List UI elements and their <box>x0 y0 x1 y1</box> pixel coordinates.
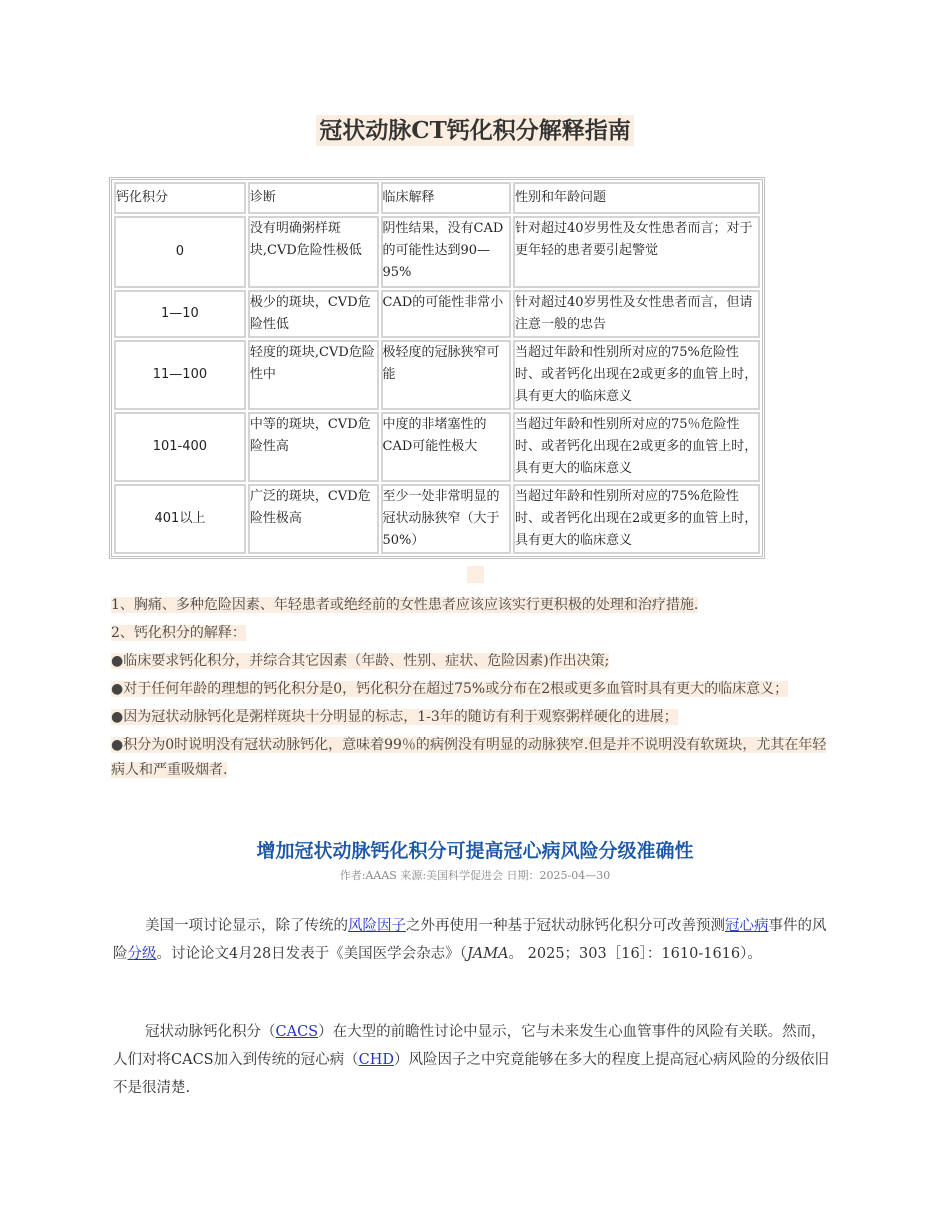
cell-diagnosis: 广泛的斑块，CVD危险性极高 <box>248 484 379 554</box>
header-score: 钙化积分 <box>114 182 246 214</box>
cell-diagnosis: 轻度的斑块,CVD危险性中 <box>248 340 379 410</box>
table-row <box>114 216 760 288</box>
header-gender-age: 性别和年龄问题 <box>513 182 760 214</box>
note-item <box>111 733 836 783</box>
cell-score: 1—10 <box>114 290 246 338</box>
table-row <box>114 412 760 482</box>
cell-score: 0 <box>114 216 246 288</box>
header-diagnosis: 诊断 <box>248 182 379 214</box>
cell-clinical: 极轻度的冠脉狭窄可能 <box>381 340 511 410</box>
article-paragraph-2 <box>113 1018 833 1102</box>
note-text: 1、胸痛、多种危险因素、年轻患者或绝经前的女性患者应该应该实行更积极的处理和治疗措施. <box>111 597 699 613</box>
table-row <box>114 484 760 554</box>
cell-clinical: CAD的可能性非常小 <box>381 290 511 338</box>
cell-gender-age: 当超过年龄和性别所对应的75%危险性时、或者钙化出现在2或更多的血管上时，具有更大的临床意义 <box>513 484 760 554</box>
cell-clinical: 至少一处非常明显的冠状动脉狭窄（大于50%） <box>381 484 511 554</box>
cell-diagnosis: 中等的斑块，CVD危险性高 <box>248 412 379 482</box>
text-run: 事件的风险 <box>113 918 827 962</box>
text-run: 美国一项讨论显示，除了传统的 <box>145 918 348 934</box>
note-text: ●临床要求钙化积分，并综合其它因素（年龄、性别、症状、危险因素)作出决策; <box>111 653 610 669</box>
article-paragraph-1 <box>113 912 833 968</box>
note-item <box>111 705 836 730</box>
cell-score: 11—100 <box>114 340 246 410</box>
calcium-score-table <box>109 177 765 559</box>
placeholder-box <box>467 566 484 583</box>
note-item <box>111 593 836 618</box>
page-title <box>0 112 950 145</box>
cell-gender-age: 针对超过40岁男性及女性患者而言，但请注意一般的忠告 <box>513 290 760 338</box>
note-item <box>111 649 836 674</box>
page-title-text: 冠状动脉CT钙化积分解释指南 <box>316 115 633 146</box>
link-grading[interactable]: 分级 <box>127 946 157 962</box>
cell-score: 401以上 <box>114 484 246 554</box>
cell-clinical: 阴性结果，没有CAD的可能性达到90—95% <box>381 216 511 288</box>
link-chd[interactable]: 冠心病 <box>725 918 769 934</box>
header-clinical: 临床解释 <box>381 182 511 214</box>
article-title: 增加冠状动脉钙化积分可提高冠心病风险分级准确性 <box>256 840 694 862</box>
note-item <box>111 677 836 702</box>
table-header-row <box>114 182 760 214</box>
text-run: 冠状动脉钙化积分（ <box>145 1024 276 1040</box>
table-row <box>114 340 760 410</box>
text-run: 。 2025；303［16］：1610-1616）。 <box>508 946 762 962</box>
note-text: ●积分为0时说明没有冠状动脉钙化，意味着99％的病例没有明显的动脉狭窄.但是并不说明没有软斑块，尤其在年轻病人和严重吸烟者. <box>111 737 827 778</box>
cell-diagnosis: 极少的斑块，CVD危险性低 <box>248 290 379 338</box>
text-run: 。讨论论文4月28日发表于《美国医学会杂志》（ <box>156 946 467 962</box>
text-run: ）在大型的前瞻性讨论中显示，它与未来发生心血管事件的风险有关联。然而，人们对将CACS加入到传统的冠心病（ <box>113 1024 826 1068</box>
cell-diagnosis: 没有明确粥样斑块,CVD危险性极低 <box>248 216 379 288</box>
link-chd-abbr[interactable]: CHD <box>358 1052 394 1068</box>
journal-name: JAMA <box>466 946 509 962</box>
note-text: ●因为冠状动脉钙化是粥样斑块十分明显的标志，1-3年的随访有利于观察粥样硬化的进展； <box>111 709 678 725</box>
link-risk-factor[interactable]: 风险因子 <box>348 918 406 934</box>
table-row <box>114 290 760 338</box>
notes-section <box>111 593 836 786</box>
note-text: 2、钙化积分的解释： <box>111 625 246 641</box>
text-run: 之外再使用一种基于冠状动脉钙化积分可改善预测 <box>406 918 725 934</box>
text-run: ）风险因子之中究竟能够在多大的程度上提高冠心病风险的分级依旧不是很清楚. <box>113 1052 829 1096</box>
article-byline: 作者:AAAS 来源:美国科学促进会 日期：2025-04—30 <box>339 869 611 882</box>
note-text: ●对于任何年龄的理想的钙化积分是0，钙化积分在超过75%或分布在2根或更多血管时具有更大的临床意义； <box>111 681 789 697</box>
cell-gender-age: 当超过年龄和性别所对应的75％危险性时、或者钙化出现在2或更多的血管上时，具有更大的临床意义 <box>513 412 760 482</box>
note-item <box>111 621 836 646</box>
cell-gender-age: 当超过年龄和性别所对应的75%危险性时、或者钙化出现在2或更多的血管上时，具有更大的临床意义 <box>513 340 760 410</box>
link-cacs[interactable]: CACS <box>275 1024 319 1040</box>
cell-clinical: 中度的非堵塞性的CAD可能性极大 <box>381 412 511 482</box>
cell-score: 101-400 <box>114 412 246 482</box>
cell-gender-age: 针对超过40岁男性及女性患者而言；对于更年轻的患者要引起警觉 <box>513 216 760 288</box>
